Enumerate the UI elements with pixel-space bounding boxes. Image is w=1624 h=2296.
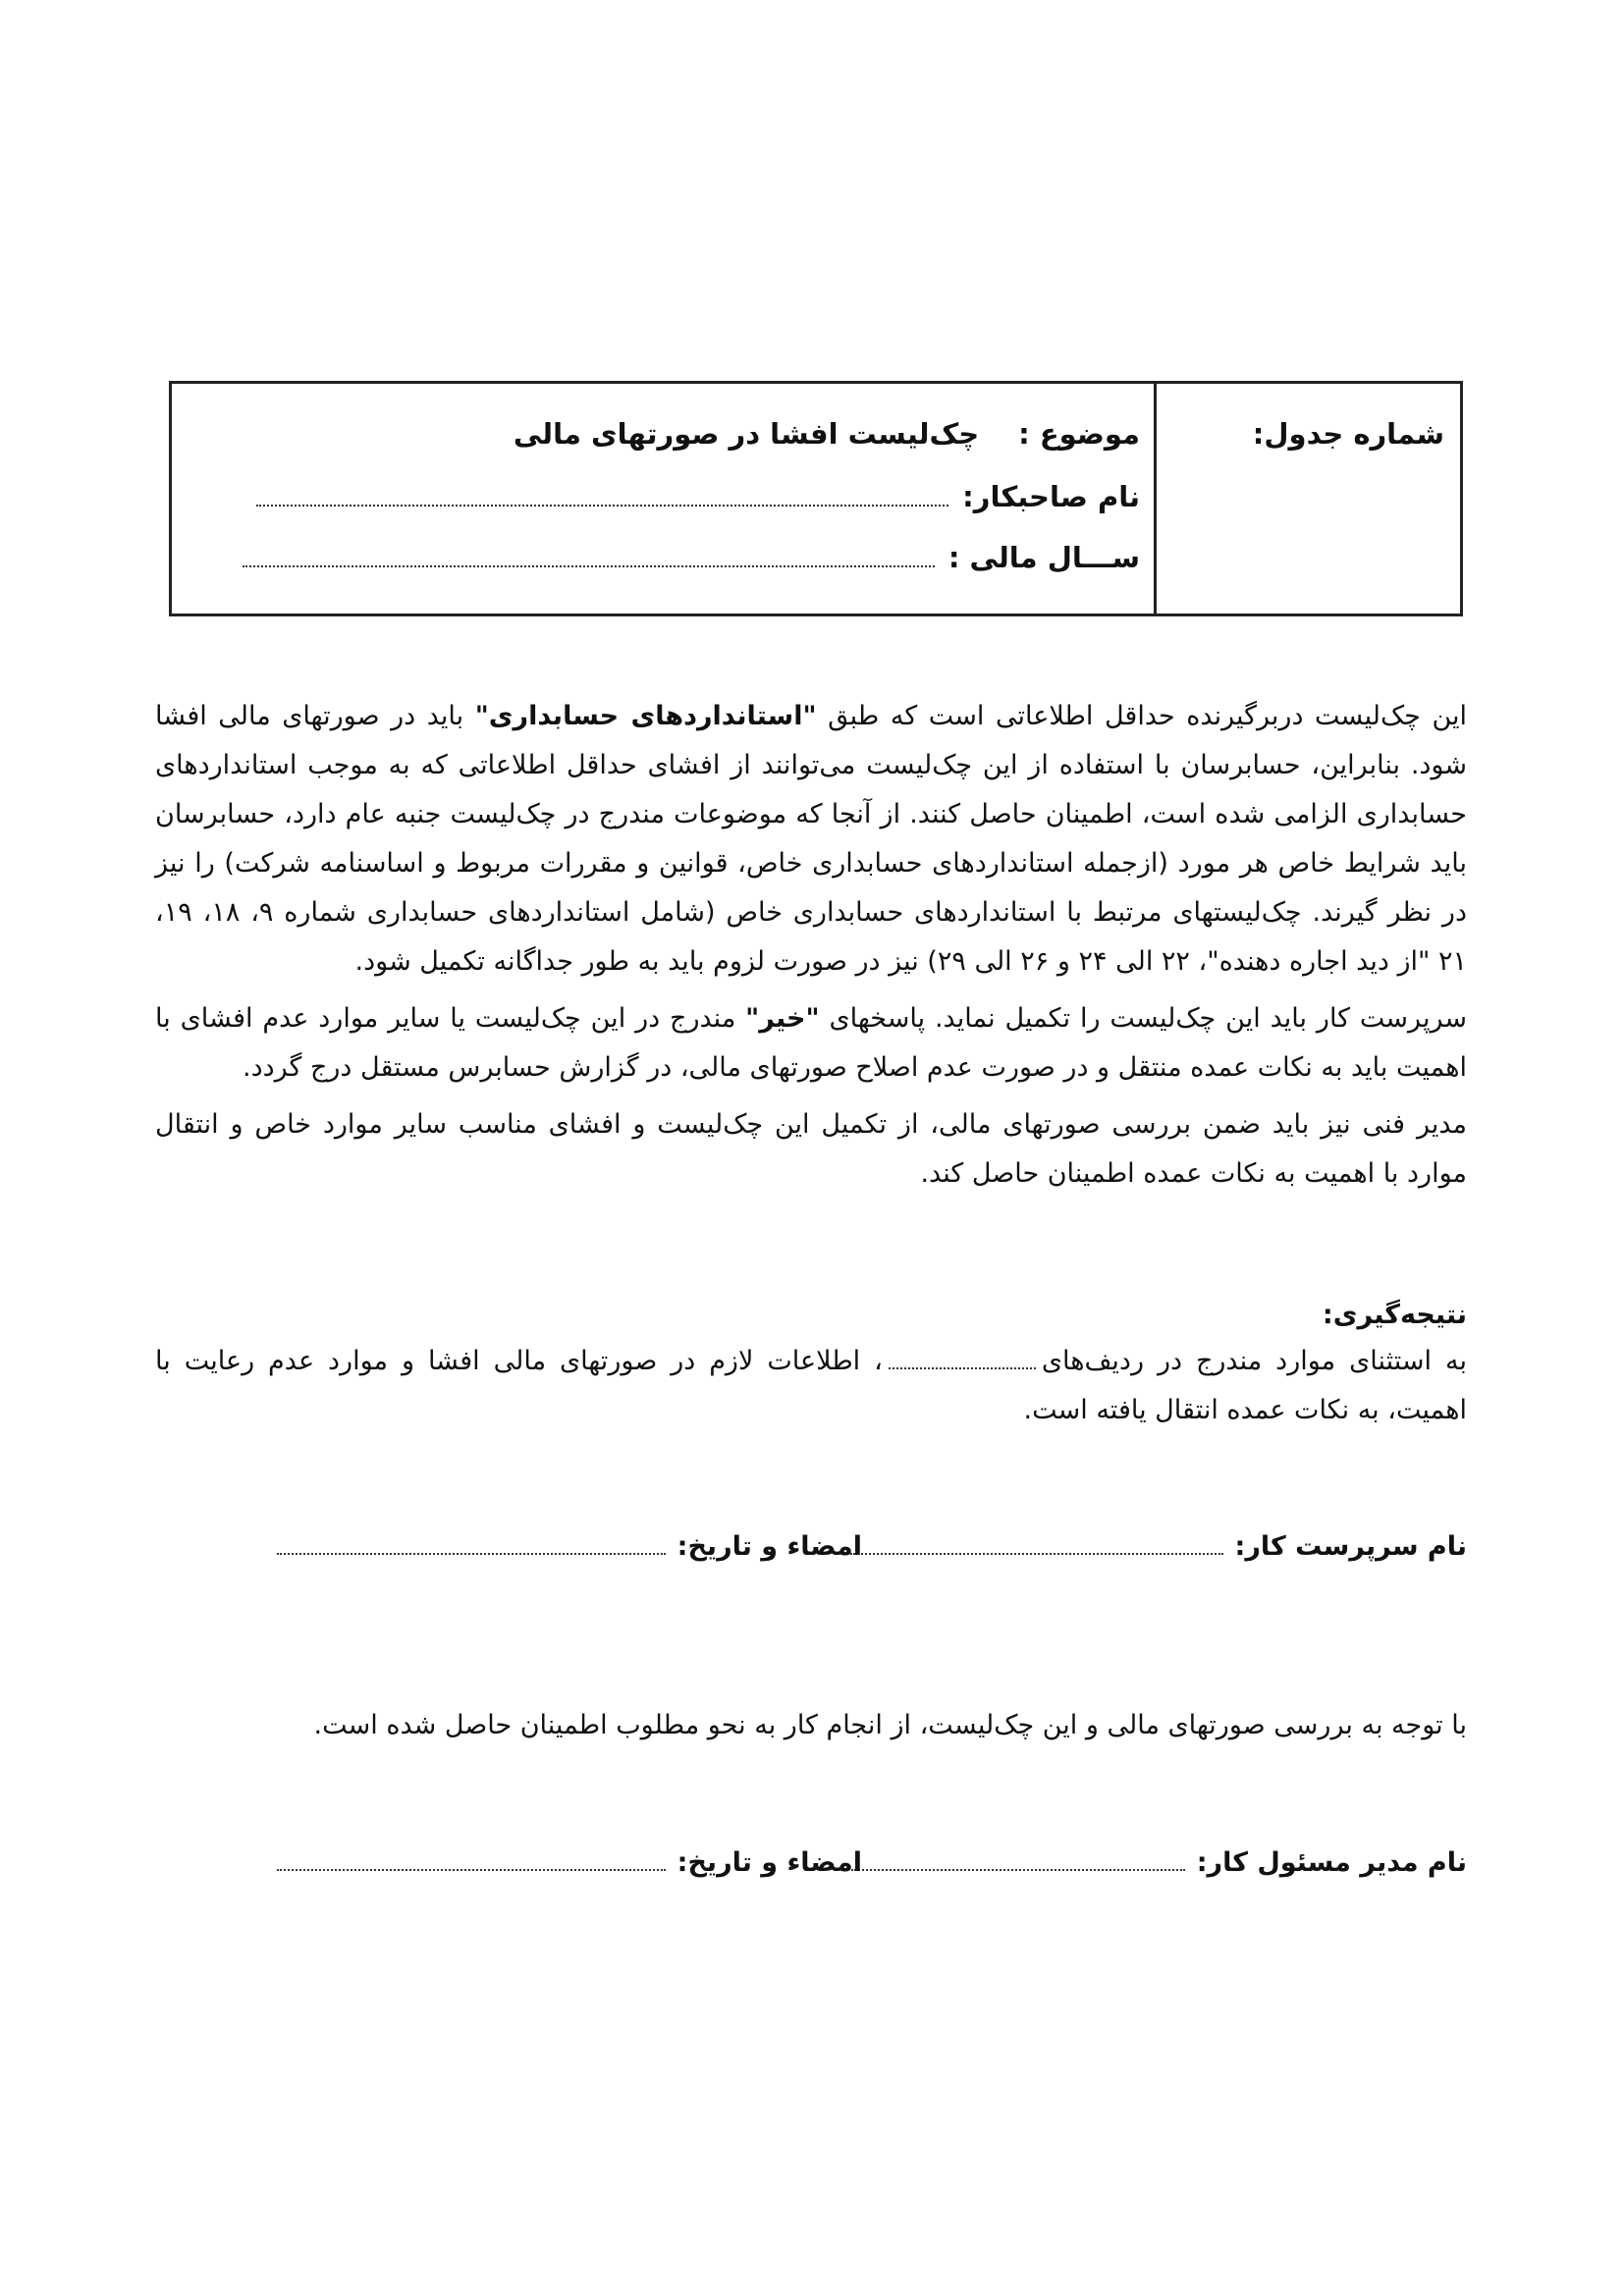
paragraph-1-bold: "استانداردهای حسابداری" <box>474 701 817 731</box>
manager-signature-date-label: امضاء و تاریخ: <box>677 1847 862 1878</box>
subject-value: چک‌لیست افشا در صورتهای مالی <box>513 417 980 451</box>
supervisor-name-group <box>850 1531 1467 1562</box>
manager-name-group <box>851 1847 1467 1878</box>
manager-signature-date-field[interactable] <box>277 1853 666 1871</box>
conclusion-section <box>155 1294 1467 1435</box>
paragraph-2-text-b: مندرج در این چک‌لیست یا سایر موارد عدم افشای با اهمیت باید به نکات عمده منتقل و در صورت عدم اصلاح صورتهای مالی، در گزارش حسابرس مستقل درج گردد. <box>155 1003 1467 1083</box>
instructions-body <box>155 692 1467 1206</box>
supervisor-name-label: نام سرپرست کار: <box>1234 1531 1467 1562</box>
table-number-cell <box>1154 384 1460 614</box>
supervisor-signature-group <box>277 1531 862 1562</box>
conclusion-text <box>155 1337 1467 1435</box>
subject-label: موضوع : <box>1018 417 1140 451</box>
manager-name-field[interactable] <box>851 1853 1185 1871</box>
conclusion-title: نتیجه‌گیری: <box>1322 1300 1467 1330</box>
supervisor-signature-date-field[interactable] <box>277 1537 666 1555</box>
paragraph-1 <box>155 692 1467 987</box>
supervisor-signature-date-label: امضاء و تاریخ: <box>677 1531 862 1562</box>
subject-row <box>514 417 1140 451</box>
fiscal-year-field[interactable] <box>243 552 935 567</box>
fiscal-year-label: ســـال مالی : <box>947 541 1140 574</box>
owner-row <box>256 480 1140 513</box>
manager-name-label: نام مدیر مسئول کار: <box>1196 1847 1467 1878</box>
header-box <box>169 381 1463 616</box>
conclusion-text-b: ، اطلاعات لازم در صورتهای مالی افشا و موارد عدم رعایت با اهمیت، به نکات عمده انتقال یافته است. <box>155 1346 1467 1425</box>
paragraph-1-text-a: این چک‌لیست دربرگیرنده حداقل اطلاعاتی است که طبق <box>816 701 1468 731</box>
owner-label: نام صاحبکار: <box>962 480 1140 513</box>
supervisor-signature-row <box>155 1531 1467 1580</box>
manager-signature-row <box>155 1847 1467 1896</box>
paragraph-2 <box>155 994 1467 1093</box>
header-info-cell <box>172 384 1154 614</box>
paragraph-2-bold: "خیر" <box>745 1003 820 1034</box>
table-number-label: شماره جدول: <box>1252 417 1444 451</box>
assurance-statement: با توجه به بررسی صورتهای مالی و این چک‌لیست، از انجام کار به نحو مطلوب اطمینان حاصل شده است. <box>313 1710 1467 1740</box>
paragraph-2-text-a: سرپرست کار باید این چک‌لیست را تکمیل نماید. پاسخهای <box>819 1003 1467 1034</box>
supervisor-name-field[interactable] <box>850 1537 1223 1555</box>
rows-field[interactable] <box>889 1350 1036 1369</box>
conclusion-text-a: به استثنای موارد مندرج در ردیف‌های <box>1041 1346 1467 1376</box>
manager-signature-group <box>277 1847 862 1878</box>
fiscal-year-row <box>243 541 1140 574</box>
paragraph-1-text-b: باید در صورتهای مالی افشا شود. بنابراین، حسابرسان با استفاده از این چک‌لیست می‌توانند از افشای حداقل اطلاعاتی که به موجب استانداردهای حسابداری الزامی شده است، اطمینان حاصل کنند. از آنجا که موضوعات مندرج در چک‌لیست جنبه عام دارد، حسابرسان باید شرایط خاص هر مورد (ازجمله استانداردهای حسابداری خاص، قوانین و مقررات مربوط و اساسنامه شرکت) را نیز در نظر گیرند. چک‌لیستهای مرتبط با استانداردهای حسابداری خاص (شامل استانداردهای حسابداری شماره ۹، ۱۸، ۱۹، ۲۱ "از دید اجاره دهنده"، ۲۲ الی ۲۴ و ۲۶ الی ۲۹) نیز در صورت لزوم باید به طور جداگانه تکمیل شود. <box>155 701 1467 977</box>
owner-field[interactable] <box>256 491 948 507</box>
paragraph-3: مدیر فنی نیز باید ضمن بررسی صورتهای مالی، از تکمیل این چک‌لیست و افشای مناسب سایر موارد خاص و انتقال موارد با اهمیت به نکات عمده اطمینان حاصل کند. <box>155 1109 1467 1189</box>
